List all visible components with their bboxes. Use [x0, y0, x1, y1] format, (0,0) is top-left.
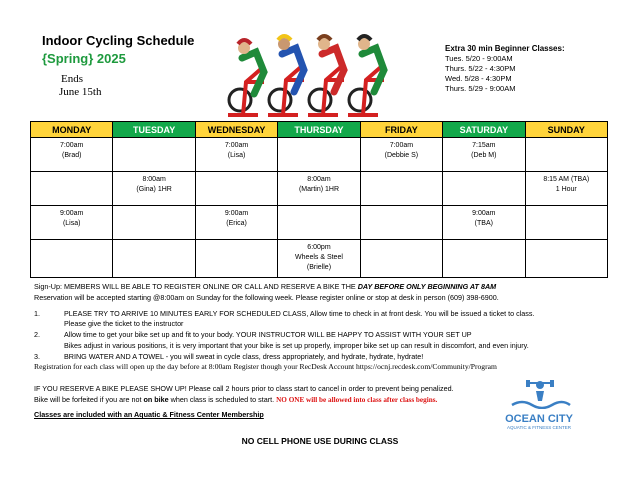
class-cell: 8:15 AM (TBA) 1 Hour — [525, 172, 607, 206]
class-cell — [443, 172, 525, 206]
class-cell — [113, 240, 195, 278]
signup-text: Sign-Up: MEMBERS WILL BE ABLE TO REGISTER ONLINE OR CALL AND RESERVE A BIKE THE — [34, 282, 358, 291]
day-header-tuesday: TUESDAY — [113, 122, 195, 138]
class-cell — [278, 206, 360, 240]
class-cell — [195, 172, 277, 206]
logo-title: OCEAN CITY — [505, 413, 573, 425]
schedule-table — [30, 121, 608, 278]
class-cell — [525, 240, 607, 278]
no-cell-phone-notice: NO CELL PHONE USE DURING CLASS — [241, 436, 399, 446]
class-cell: 9:00am (Erica) — [195, 206, 277, 240]
class-cell — [31, 240, 113, 278]
day-header-thursday: THURSDAY — [278, 122, 360, 138]
table-row — [31, 172, 608, 206]
beginner-item: Wed. 5/28 - 4:30PM — [445, 74, 512, 83]
registration-line: Registration for each class will open up the day before at 8:00am Register though your RecDesk Account https://ocnj.recdesk.com/Community/Program — [34, 362, 497, 371]
day-header-sunday: SUNDAY — [525, 122, 607, 138]
ends-label: Ends — [61, 73, 83, 85]
rule-text: BRING WATER AND A TOWEL - you will sweat in cycle class, dress appropriately, and hydrate, hydrate, hydrate! — [64, 352, 424, 361]
class-cell — [443, 240, 525, 278]
class-cell: 7:00am (Brad) — [31, 138, 113, 172]
day-header-friday: FRIDAY — [360, 122, 442, 138]
logo-subtitle: AQUATIC & FITNESS CENTER — [507, 425, 571, 430]
forfeit-emphasis: on bike — [143, 395, 169, 404]
rule-text: Allow time to get your bike set up and fit to your body. YOUR INSTRUCTOR WILL BE HAPPY TO ASSIST WITH YOUR SET UP — [64, 330, 472, 339]
cyclist-2 — [268, 36, 304, 115]
class-cell — [113, 138, 195, 172]
class-cell — [360, 172, 442, 206]
table-row — [31, 206, 608, 240]
class-cell: 7:00am (Debbie S) — [360, 138, 442, 172]
no-entry-warning: NO ONE will be allowed into class after class begins. — [276, 396, 438, 404]
beginner-item: Thurs. 5/22 - 4:30PM — [445, 64, 516, 73]
class-cell — [360, 206, 442, 240]
class-cell — [525, 138, 607, 172]
class-cell — [525, 206, 607, 240]
rule-text: PLEASE TRY TO ARRIVE 10 MINUTES EARLY FOR SCHEDULED CLASS, Allow time to check in at front desk. You will be issued a ticket to class. — [64, 309, 535, 318]
forfeit-text: Bike will be forfeited if you are not — [34, 395, 144, 404]
signup-emphasis: DAY BEFORE ONLY BEGINNING AT 8AM — [357, 282, 497, 291]
class-cell: 6:00pm Wheels & Steel (Brielle) — [278, 240, 360, 278]
class-cell: 7:15am (Deb M) — [443, 138, 525, 172]
rule-2 — [34, 330, 472, 340]
class-cell: 9:00am (TBA) — [443, 206, 525, 240]
end-date — [61, 73, 101, 99]
beginner-item: Tues. 5/20 - 9:00AM — [445, 54, 513, 63]
day-header-monday: MONDAY — [31, 122, 113, 138]
table-row — [31, 240, 608, 278]
swimmer-lifter-icon — [504, 379, 574, 409]
membership-note: Classes are included with an Aquatic & Fitness Center Membership — [34, 410, 264, 419]
rule-number: 3. — [34, 352, 40, 361]
class-cell — [113, 206, 195, 240]
season-label: {Spring} 2025 — [42, 51, 126, 66]
class-cell: 7:00am (Lisa) — [195, 138, 277, 172]
ocean-city-logo — [504, 379, 574, 431]
cyclist-3 — [308, 36, 344, 115]
rule-3 — [34, 352, 423, 362]
forfeit-notice — [34, 395, 437, 405]
rule-1-detail: Please give the ticket to the instructor — [64, 319, 184, 328]
class-cell: 9:00am (Lisa) — [31, 206, 113, 240]
class-cell: 8:00am (Gina) 1HR — [113, 172, 195, 206]
beginner-classes — [445, 44, 565, 94]
class-cell — [195, 240, 277, 278]
table-row — [31, 138, 608, 172]
cyclists-illustration — [218, 20, 396, 120]
class-cell: 8:00am (Martin) 1HR — [278, 172, 360, 206]
day-header-wednesday: WEDNESDAY — [195, 122, 277, 138]
class-cell — [31, 172, 113, 206]
signup-line — [34, 282, 496, 292]
cyclist-4 — [348, 36, 384, 115]
rule-number: 1. — [34, 309, 40, 318]
beginner-heading: Extra 30 min Beginner Classes: — [445, 44, 565, 53]
rule-number: 2. — [34, 330, 40, 339]
cyclist-1 — [228, 40, 264, 115]
class-cell — [278, 138, 360, 172]
schedule-title: Indoor Cycling Schedule — [42, 33, 195, 48]
day-header-row — [31, 122, 608, 138]
day-header-saturday: SATURDAY — [443, 122, 525, 138]
reservation-line: Reservation will be accepted starting @8:00am on Sunday for the following week. Please register online or stop at desk in person (609) 398-6900. — [34, 293, 499, 302]
rule-1 — [34, 309, 534, 319]
ends-date: June 15th — [59, 86, 102, 98]
class-cell — [360, 240, 442, 278]
beginner-item: Thurs. 5/29 - 9:00AM — [445, 84, 516, 93]
rule-2-detail: Bikes adjust in various positions, it is very important that your bike is set up properly, improper bike set up can result in discomfort, and even injury. — [64, 341, 529, 350]
forfeit-text: when class is scheduled to start. — [168, 395, 277, 404]
reserve-notice: IF YOU RESERVE A BIKE PLEASE SHOW UP! Please call 2 hours prior to class start to cancel in order to prevent being penalized. — [34, 384, 454, 393]
